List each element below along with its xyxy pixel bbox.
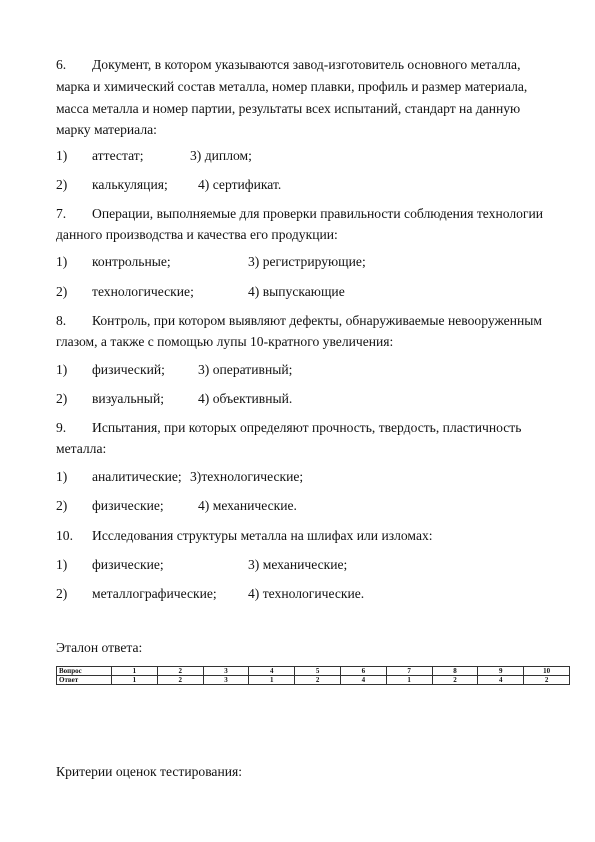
table-cell: 2 xyxy=(157,676,203,685)
option-number: 2) xyxy=(56,586,68,601)
option-text: 3) регистрирующие; xyxy=(248,254,366,269)
option-text: аттестат; xyxy=(92,148,144,163)
option-text: металлографические; xyxy=(92,586,217,601)
answer-key-title: Эталон ответа: xyxy=(56,640,143,655)
option-text: 4) технологические. xyxy=(248,586,365,601)
option-text: 3) механические; xyxy=(248,557,348,572)
question-text-line: данного производства и качества его продукции: xyxy=(56,227,338,242)
option-text: 4) механические. xyxy=(198,498,297,513)
table-row-label: Ответ xyxy=(57,676,112,685)
option-text: 4) сертификат. xyxy=(198,177,282,192)
table-cell: 1 xyxy=(249,676,295,685)
table-cell: 7 xyxy=(386,667,432,676)
option-text: 3) диплом; xyxy=(190,148,252,163)
table-cell: 2 xyxy=(295,676,341,685)
option-number: 1) xyxy=(56,362,68,377)
question-text-line: Исследования структуры металла на шлифах или изломах: xyxy=(92,528,433,543)
option-number: 1) xyxy=(56,557,68,572)
option-text: 3) оперативный; xyxy=(198,362,293,377)
option-number: 1) xyxy=(56,469,68,484)
option-text: визуальный; xyxy=(92,391,164,406)
table-cell: 2 xyxy=(157,667,203,676)
table-cell: 2 xyxy=(432,676,478,685)
question-text-line: Испытания, при которых определяют прочность, твердость, пластичность xyxy=(92,420,522,435)
answer-key-table xyxy=(56,666,570,685)
option-number: 2) xyxy=(56,177,68,192)
criteria-title: Критерии оценок тестирования: xyxy=(56,764,243,779)
option-text: аналитические; xyxy=(92,469,182,484)
table-row xyxy=(57,676,570,685)
table-cell: 10 xyxy=(524,667,570,676)
question-text-line: Операции, выполняемые для проверки правильности соблюдения технологии xyxy=(92,206,544,221)
question-number: 9. xyxy=(56,420,67,435)
option-text: технологические; xyxy=(92,284,194,299)
option-text: физический; xyxy=(92,362,165,377)
question-number: 10. xyxy=(56,528,73,543)
option-text: 4) объективный. xyxy=(198,391,293,406)
option-text: физические; xyxy=(92,498,164,513)
option-text: физические; xyxy=(92,557,164,572)
table-row xyxy=(57,667,570,676)
option-text: 3)технологические; xyxy=(190,469,304,484)
question-text-line: глазом, а также с помощью лупы 10-кратного увеличения: xyxy=(56,334,394,349)
table-cell: 2 xyxy=(524,676,570,685)
table-row-label: Вопрос xyxy=(57,667,112,676)
option-number: 2) xyxy=(56,391,68,406)
option-number: 2) xyxy=(56,498,68,513)
table-cell: 1 xyxy=(112,667,158,676)
question-text-line: металла: xyxy=(56,441,107,456)
table-cell: 8 xyxy=(432,667,478,676)
option-number: 1) xyxy=(56,148,68,163)
option-number: 2) xyxy=(56,284,68,299)
table-cell: 4 xyxy=(249,667,295,676)
table-cell: 1 xyxy=(112,676,158,685)
question-number: 7. xyxy=(56,206,67,221)
table-cell: 3 xyxy=(203,676,249,685)
table-cell: 3 xyxy=(203,667,249,676)
question-text-line: марка и химический состав металла, номер плавки, профиль и размер материала, xyxy=(56,79,528,94)
table-cell: 4 xyxy=(340,676,386,685)
question-text-line: Контроль, при котором выявляют дефекты, обнаруживаемые невооруженным xyxy=(92,313,542,328)
question-text-line: марку материала: xyxy=(56,122,157,137)
option-text: контрольные; xyxy=(92,254,171,269)
question-text-line: масса металла и номер партии, результаты всех испытаний, стандарт на данную xyxy=(56,101,521,116)
question-number: 6. xyxy=(56,57,67,72)
option-text: 4) выпускающие xyxy=(248,284,345,299)
option-number: 1) xyxy=(56,254,68,269)
table-cell: 5 xyxy=(295,667,341,676)
question-number: 8. xyxy=(56,313,67,328)
table-cell: 4 xyxy=(478,676,524,685)
question-text-line: Документ, в котором указываются завод-изготовитель основного металла, xyxy=(92,57,521,72)
table-cell: 6 xyxy=(340,667,386,676)
table-cell: 1 xyxy=(386,676,432,685)
table-cell: 9 xyxy=(478,667,524,676)
option-text: калькуляция; xyxy=(92,177,168,192)
